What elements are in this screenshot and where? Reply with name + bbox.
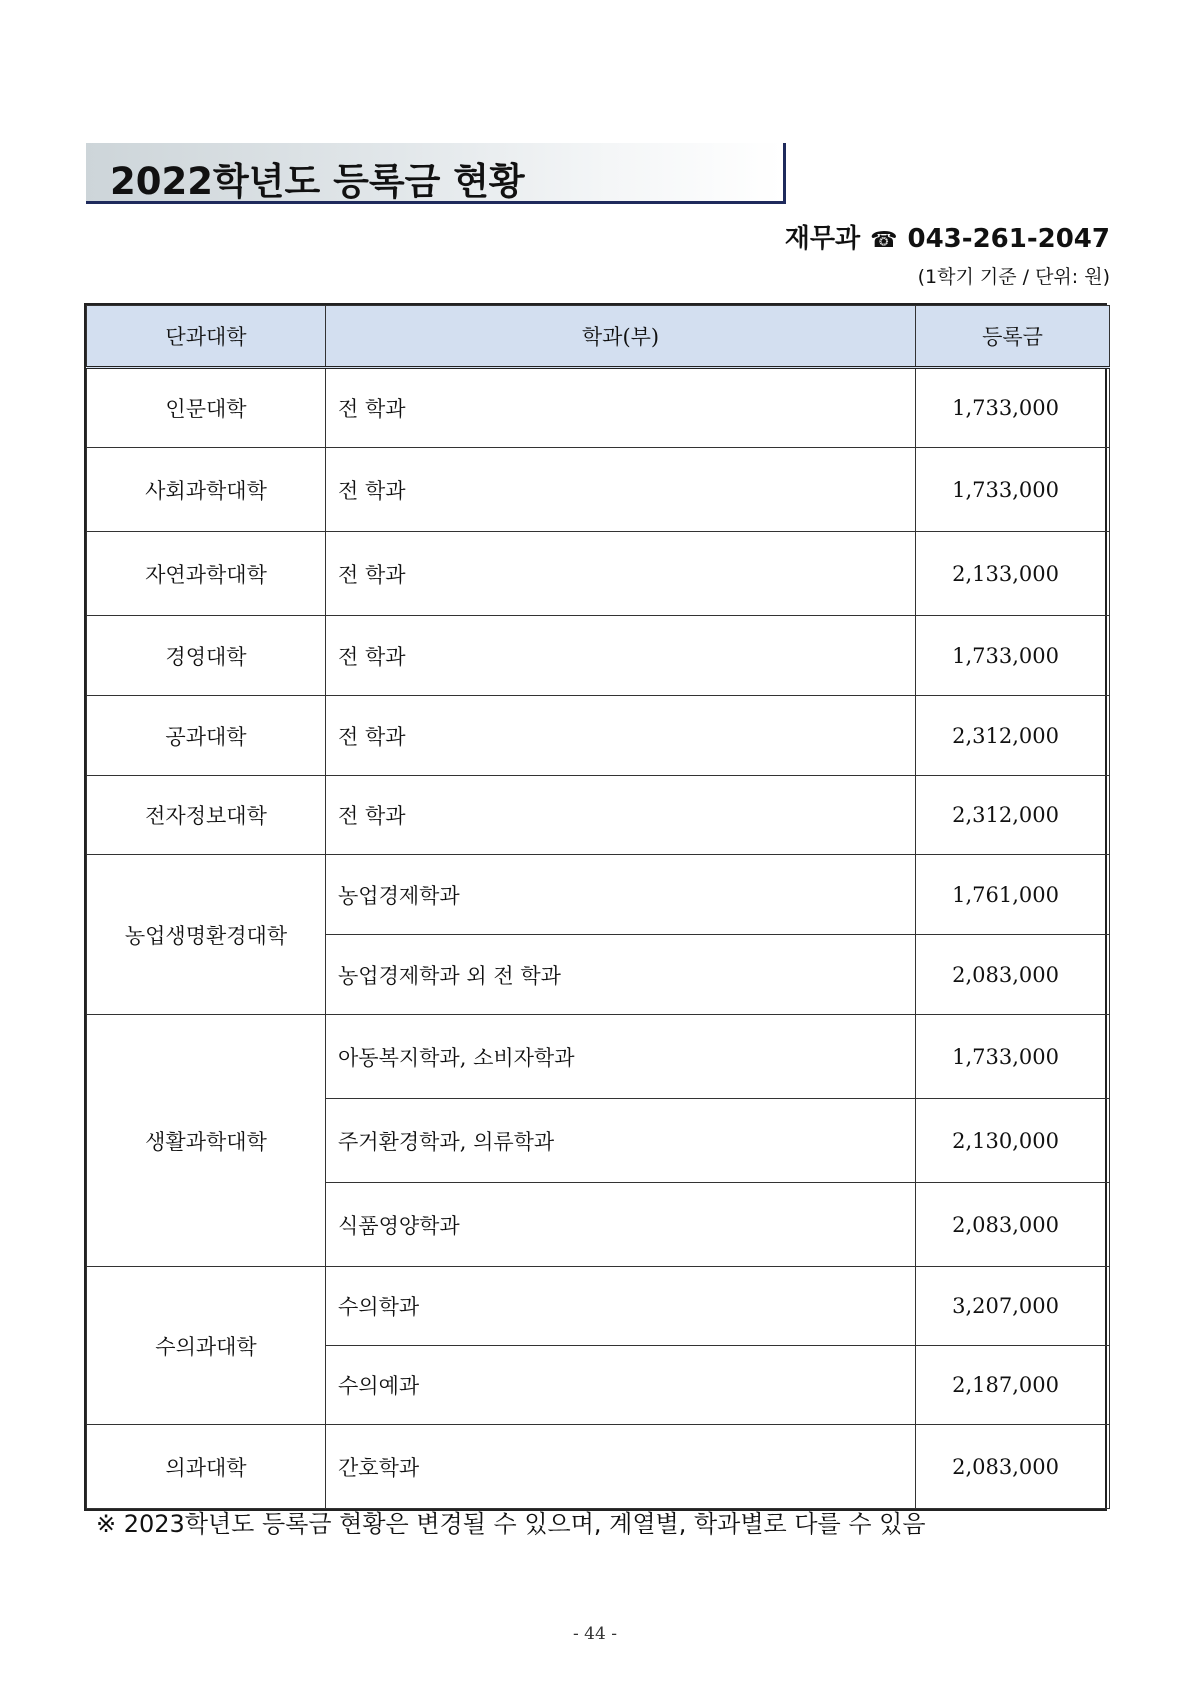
phone-icon: ☎ (870, 228, 898, 253)
header-fee: 등록금 (916, 306, 1110, 368)
department-cell: 전 학과 (326, 696, 916, 776)
fee-cell: 2,187,000 (916, 1346, 1110, 1425)
table-row (87, 696, 1110, 776)
fee-cell: 2,083,000 (916, 1425, 1110, 1509)
table-row (87, 532, 1110, 616)
college-cell: 전자정보대학 (87, 776, 326, 855)
table-row (87, 1267, 1110, 1346)
department-cell: 전 학과 (326, 776, 916, 855)
college-cell: 의과대학 (87, 1425, 326, 1509)
college-cell: 인문대학 (87, 368, 326, 448)
office-contact (785, 218, 1110, 255)
department-cell: 아동복지학과, 소비자학과 (326, 1015, 916, 1099)
department-cell: 전 학과 (326, 616, 916, 696)
fee-cell: 1,761,000 (916, 855, 1110, 935)
college-cell: 경영대학 (87, 616, 326, 696)
table-row (87, 448, 1110, 532)
footnote: ※ 2023학년도 등록금 현황은 변경될 수 있으며, 계열별, 학과별로 다를 수 있음 (96, 1510, 926, 1538)
college-cell: 생활과학대학 (87, 1015, 326, 1267)
department-cell: 농업경제학과 (326, 855, 916, 935)
fee-cell: 1,733,000 (916, 616, 1110, 696)
fee-cell: 2,312,000 (916, 696, 1110, 776)
college-cell: 자연과학대학 (87, 532, 326, 616)
fee-cell: 2,312,000 (916, 776, 1110, 855)
department-cell: 식품영양학과 (326, 1183, 916, 1267)
department-cell: 간호학과 (326, 1425, 916, 1509)
table-row (87, 1015, 1110, 1099)
department-cell: 전 학과 (326, 448, 916, 532)
table-row (87, 616, 1110, 696)
tuition-table (84, 303, 1107, 1511)
college-cell: 공과대학 (87, 696, 326, 776)
fee-cell: 2,133,000 (916, 532, 1110, 616)
college-cell: 수의과대학 (87, 1267, 326, 1425)
office-phone: 043-261-2047 (907, 224, 1110, 254)
college-cell: 농업생명환경대학 (87, 855, 326, 1015)
office-name: 재무과 (784, 224, 861, 254)
fee-cell: 2,083,000 (916, 1183, 1110, 1267)
department-cell: 수의학과 (326, 1267, 916, 1346)
fee-cell: 2,130,000 (916, 1099, 1110, 1183)
fee-cell: 2,083,000 (916, 935, 1110, 1015)
fee-cell: 1,733,000 (916, 448, 1110, 532)
table-row (87, 368, 1110, 448)
college-cell: 사회과학대학 (87, 448, 326, 532)
header-department: 학과(부) (326, 306, 916, 368)
page-title: 2022학년도 등록금 현황 (110, 160, 525, 203)
department-cell: 전 학과 (326, 532, 916, 616)
table-row (87, 776, 1110, 855)
fee-cell: 1,733,000 (916, 368, 1110, 448)
title-banner (86, 143, 786, 204)
page-number: - 44 - (573, 1624, 617, 1644)
department-cell: 농업경제학과 외 전 학과 (326, 935, 916, 1015)
fee-cell: 1,733,000 (916, 1015, 1110, 1099)
unit-note: (1학기 기준 / 단위: 원) (917, 266, 1110, 288)
department-cell: 주거환경학과, 의류학과 (326, 1099, 916, 1183)
department-cell: 전 학과 (326, 368, 916, 448)
fee-cell: 3,207,000 (916, 1267, 1110, 1346)
table-row (87, 1425, 1110, 1509)
header-college: 단과대학 (87, 306, 326, 368)
table-row (87, 855, 1110, 935)
department-cell: 수의예과 (326, 1346, 916, 1425)
